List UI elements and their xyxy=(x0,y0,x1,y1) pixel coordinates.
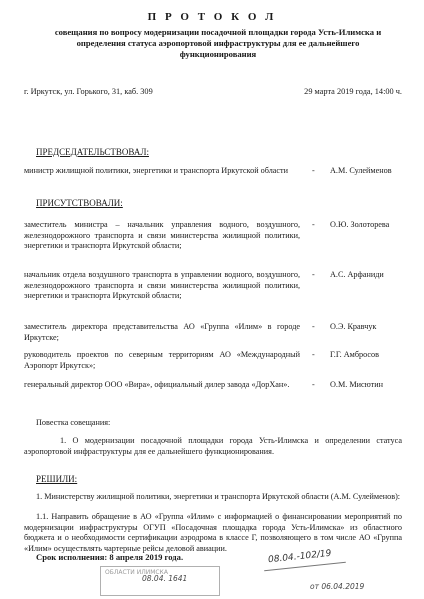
handwritten-registration-number: 08.04.-102/19 xyxy=(267,548,332,566)
present-row-3 xyxy=(24,322,410,344)
present-desc: заместитель директора представительства АО «Группа «Илим» в городе Иркутске; xyxy=(24,322,300,342)
agenda-heading: Повестка совещания: xyxy=(36,418,111,427)
decision-paragraph-1: 1. Министерству жилищной политики, энергетики и транспорта Иркутской области (А.М. Сулейменов): xyxy=(36,492,401,501)
present-name: О.Э. Кравчук xyxy=(330,322,377,331)
present-desc: заместитель министра – начальник управления водного, воздушного, железнодорожного транспорта и связи министерства жилищной политики, энергетики и транспорта Иркутской области; xyxy=(24,220,300,250)
meeting-datetime: 29 марта 2019 года, 14:00 ч. xyxy=(304,87,402,96)
deadline-text: Срок исполнения: 8 апреля 2019 года. xyxy=(36,552,184,562)
present-name: Г.Г. Амбросов xyxy=(330,350,380,359)
present-row-2 xyxy=(24,270,410,314)
present-row-4 xyxy=(24,350,410,372)
present-row-5 xyxy=(24,380,410,402)
document-subtitle: совещания по вопросу модернизации посадочной площадки города Усть-Илимска и определения статуса аэропортовой инфраструктуры для ее дальнейшего функционирования xyxy=(54,27,382,59)
present-name: А.С. Арфаниди xyxy=(330,270,384,279)
stamp-text: ОБЛАСТИ ИЛИМСКА xyxy=(105,569,168,576)
present-dash: - xyxy=(312,322,315,331)
present-dash: - xyxy=(312,350,315,359)
chairman-dash: - xyxy=(312,166,315,175)
bottom-handwritten-note: от 06.04.2019 xyxy=(310,582,365,591)
present-desc: начальник отдела воздушного транспорта в управлении водного, воздушного, железнодорожного транспорта и связи министерства жилищной политики, энергетики и транспорта Иркутской области; xyxy=(24,270,300,300)
document-title: П Р О Т О К О Л xyxy=(147,11,277,23)
present-desc: генеральный директор ООО «Вира», официальный дилер завода «ДорХан». xyxy=(24,380,290,389)
present-heading: ПРИСУТСТВОВАЛИ: xyxy=(36,198,123,208)
present-dash: - xyxy=(312,380,315,389)
present-dash: - xyxy=(312,270,315,279)
present-name: О.Ю. Золоторева xyxy=(330,220,390,229)
present-desc: руководитель проектов по северным территориям АО «Международный Аэропорт Иркутск»; xyxy=(24,350,300,370)
chairman-name: А.М. Сулейменов xyxy=(330,166,392,175)
decision-paragraph-2: 1.1. Направить обращение в АО «Группа «Илим» с информацией о финансировании мероприятий по модернизации инфраструктуры ОГУП «Посадочная площадка города Усть-Илимска» из областного бюджета и о необходимости сертификации аэродрома в классе Г, позволяющего в том числе АО «Группа «Илим» осуществлять чартерные рейсы деловой авиации. xyxy=(24,512,402,553)
chairman-desc: министр жилищной политики, энергетики и транспорта Иркутской области xyxy=(24,166,289,175)
present-name: О.М. Мисютин xyxy=(330,380,383,389)
meeting-place: г. Иркутск, ул. Горького, 31, каб. 309 xyxy=(24,87,153,96)
agenda-item: 1. О модернизации посадочной площадки города Усть-Илимска и определении статуса аэропортовой инфраструктуры для ее дальнейшего функционирования. xyxy=(24,436,402,456)
chairman-heading: ПРЕДСЕДАТЕЛЬСТВОВАЛ: xyxy=(36,147,149,157)
chairman-row xyxy=(24,166,410,190)
stamp-handwritten-date: 08.04. 1641 xyxy=(142,574,188,583)
present-row-1 xyxy=(24,220,410,264)
present-dash: - xyxy=(312,220,315,229)
decided-heading: РЕШИЛИ: xyxy=(36,474,78,484)
